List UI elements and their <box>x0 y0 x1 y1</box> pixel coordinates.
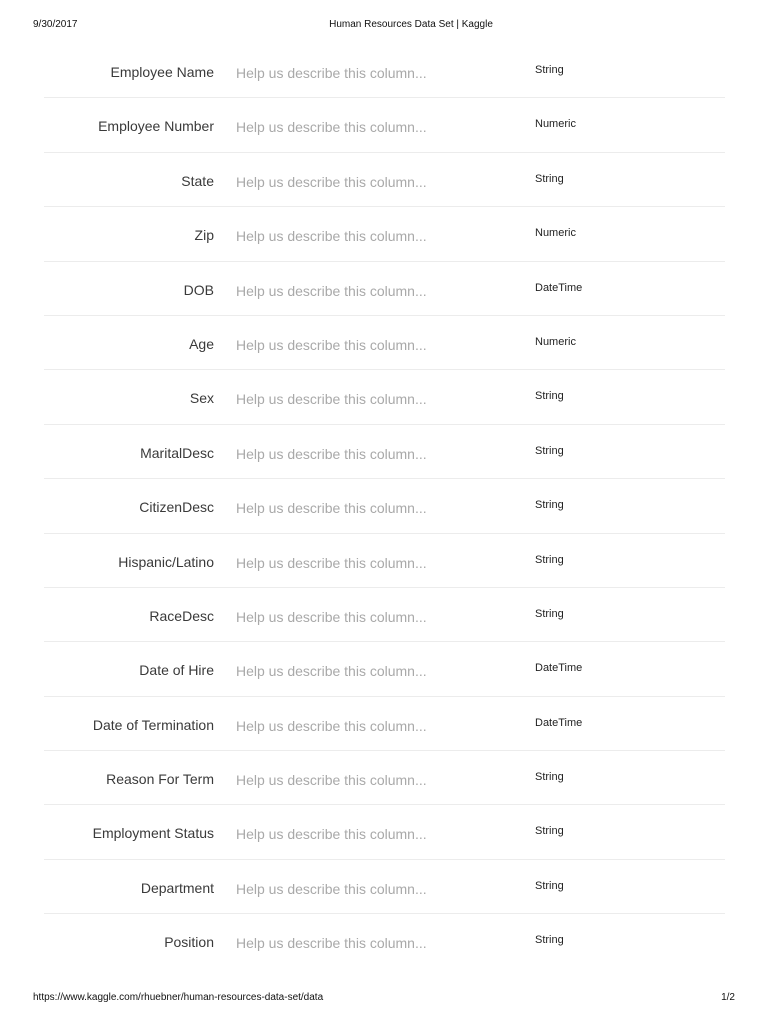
column-description-input[interactable] <box>236 878 506 900</box>
page-number: 1/2 <box>721 992 735 1003</box>
column-type: String <box>535 771 564 784</box>
column-row <box>44 370 725 424</box>
column-row <box>44 914 725 968</box>
column-type: String <box>535 825 564 838</box>
column-row <box>44 316 725 370</box>
column-description-input[interactable] <box>236 443 506 465</box>
column-row <box>44 697 725 751</box>
column-description-input[interactable] <box>236 552 506 574</box>
column-row <box>44 98 725 152</box>
column-description-input[interactable] <box>236 280 506 302</box>
column-name: Employee Number <box>98 118 214 135</box>
column-type: String <box>535 553 564 566</box>
column-row <box>44 153 725 207</box>
column-description-input[interactable] <box>236 660 506 682</box>
column-row <box>44 207 725 261</box>
column-name: Date of Termination <box>92 716 214 733</box>
column-type: DateTime <box>535 662 583 675</box>
column-description-input[interactable] <box>236 606 506 628</box>
column-row <box>44 751 725 805</box>
column-type: String <box>535 390 564 403</box>
column-name: Department <box>140 879 214 896</box>
column-type: String <box>535 499 564 512</box>
column-description-input[interactable] <box>236 62 506 84</box>
column-description-input[interactable] <box>236 334 506 356</box>
column-description-input[interactable] <box>236 116 506 138</box>
column-type: String <box>535 607 564 620</box>
column-description-input[interactable] <box>236 388 506 410</box>
column-description-input[interactable] <box>236 715 506 737</box>
column-type: String <box>535 879 564 892</box>
column-description-input[interactable] <box>236 823 506 845</box>
column-type: String <box>535 934 564 947</box>
column-description-input[interactable] <box>236 171 506 193</box>
column-description-input[interactable] <box>236 769 506 791</box>
print-header <box>0 19 768 33</box>
column-row <box>44 642 725 696</box>
column-name: Zip <box>194 227 214 244</box>
print-date: 9/30/2017 <box>33 19 78 30</box>
column-name: Sex <box>189 390 214 407</box>
column-row <box>44 479 725 533</box>
column-type: Numeric <box>535 335 576 348</box>
page-url: https://www.kaggle.com/rhuebner/human-resources-data-set/data <box>33 992 324 1003</box>
column-name: DOB <box>183 281 214 298</box>
column-type: Numeric <box>535 227 576 240</box>
column-name: Hispanic/Latino <box>118 553 214 570</box>
column-name: Employee Name <box>110 64 214 80</box>
column-name: Reason For Term <box>106 771 214 788</box>
page-title: Human Resources Data Set | Kaggle <box>329 19 493 30</box>
column-type: String <box>535 172 564 185</box>
column-row <box>44 588 725 642</box>
column-description-input[interactable] <box>236 225 506 247</box>
column-description-input[interactable] <box>236 497 506 519</box>
column-name: RaceDesc <box>149 607 214 624</box>
column-type: DateTime <box>535 281 583 294</box>
column-name: State <box>181 172 214 189</box>
column-name: Position <box>164 934 214 951</box>
column-type: Numeric <box>535 118 576 131</box>
column-name: MaritalDesc <box>140 444 214 461</box>
column-description-input[interactable] <box>236 932 506 954</box>
column-type: DateTime <box>535 716 583 729</box>
column-row <box>44 805 725 859</box>
column-row <box>44 860 725 914</box>
column-row <box>44 44 725 98</box>
column-name: Employment Status <box>92 825 214 842</box>
column-name: Date of Hire <box>139 662 214 679</box>
column-row <box>44 262 725 316</box>
column-type: String <box>535 444 564 457</box>
column-row <box>44 534 725 588</box>
column-type: String <box>535 64 564 76</box>
column-list <box>44 44 725 969</box>
column-name: Age <box>189 335 214 352</box>
column-name: CitizenDesc <box>139 499 214 516</box>
print-footer <box>0 992 768 1006</box>
column-row <box>44 425 725 479</box>
